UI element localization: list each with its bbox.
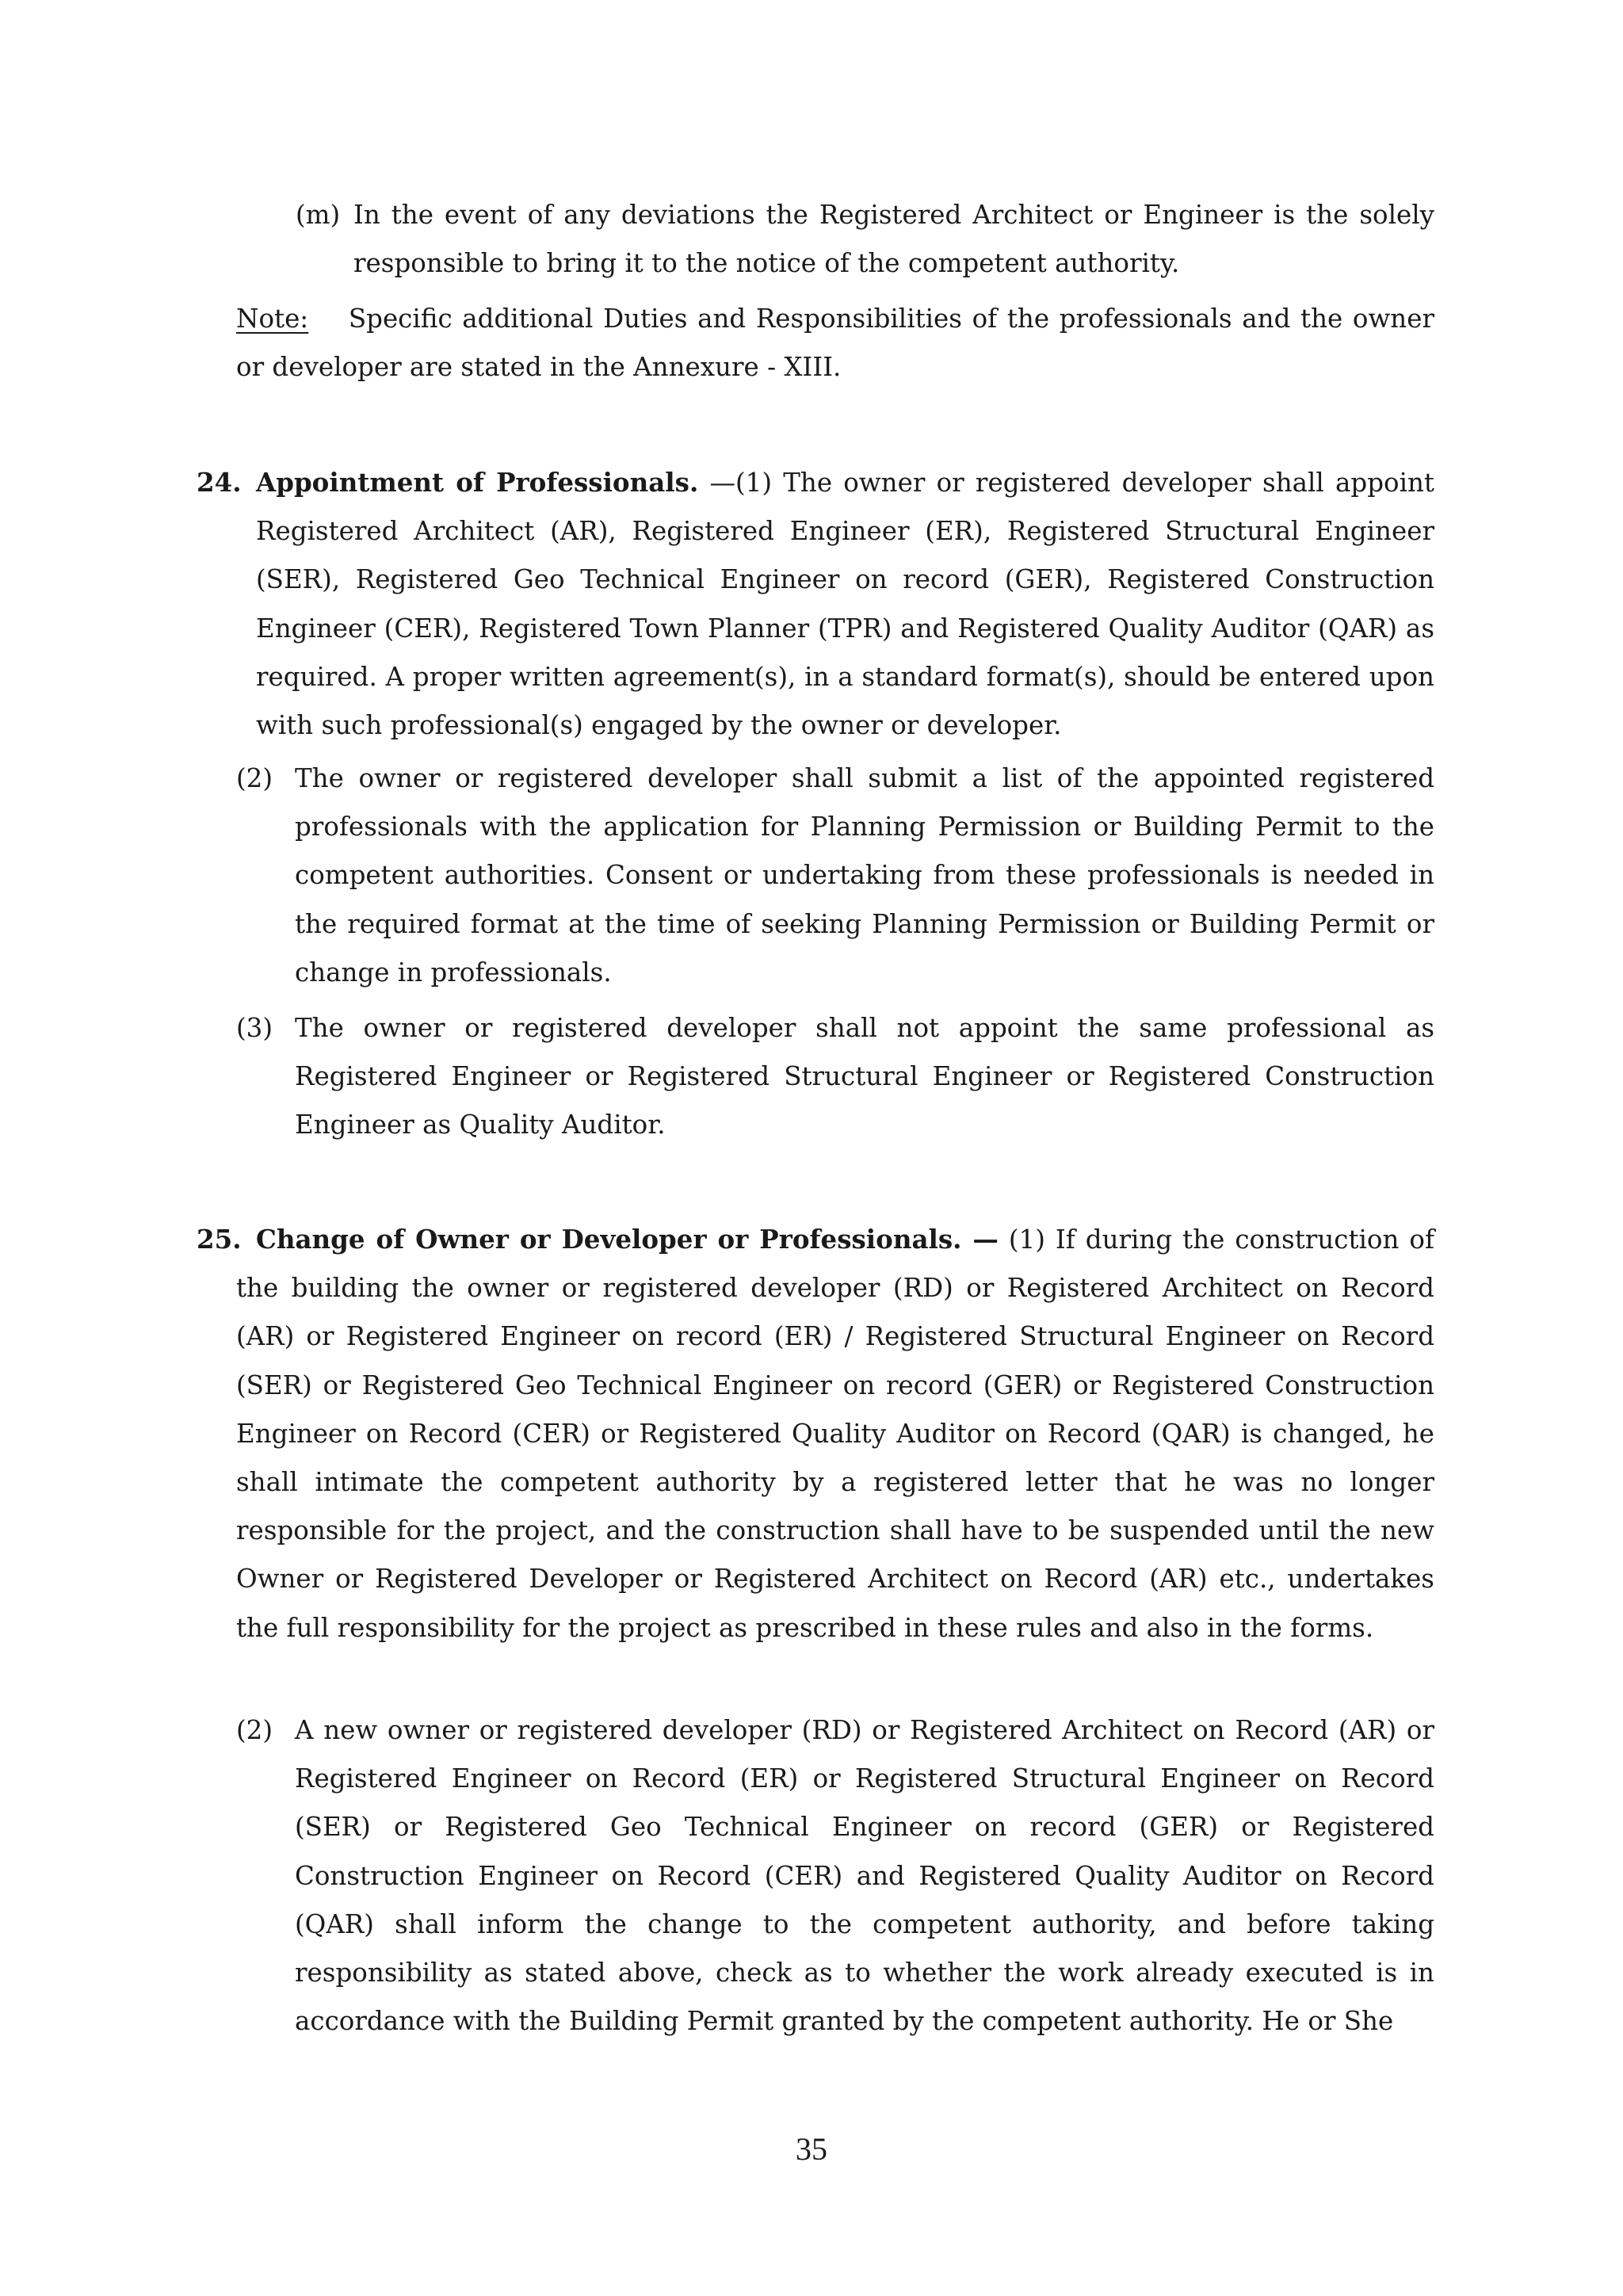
item-m-label: (m)	[296, 200, 341, 230]
section-25-heading: Change of Owner or Developer or Professionals. —	[256, 1224, 999, 1255]
section-24-clause-2	[295, 755, 1434, 997]
item-m-text	[353, 191, 1434, 288]
item-m-body: In the event of any deviations the Registered Architect or Engineer is the solely responsible to bring it to the notice of the competent authority.	[353, 200, 1434, 279]
note-paragraph	[236, 295, 1434, 392]
section-24-clause-2-text: The owner or registered developer shall submit a list of the appointed registered professionals with the application for Planning Permission or Building Permit to the competent authorities. Consent or undertaking from these professionals is needed in the required format at the time of seeking Planning Permission or Building Permit or change in professionals.	[295, 763, 1434, 988]
section-24-clause-1-text: —(1) The owner or registered developer shall appoint Registered Architect (AR), Registered Engineer (ER), Registered Structural Engineer (SER), Registered Geo Technical Engineer on record (GER), Registered Construction Engineer (CER), Registered Town Planner (TPR) and Registered Quality Auditor (QAR) as required. A proper written agreement(s), in a standard format(s), should be entered upon with such professional(s) engaged by the owner or developer.	[256, 468, 1434, 741]
section-25-clause-2-text: A new owner or registered developer (RD) or Registered Architect on Record (AR) or Registered Engineer on Record (ER) or Registered Structural Engineer on Record (SER) or Registered Geo Technical Engineer on record (GER) or Registered Construction Engineer on Record (CER) and Registered Quality Auditor on Record (QAR) shall inform the change to the competent authority, and before taking responsibility as stated above, check as to whether the work already executed is in accordance with the Building Permit granted by the competent authority. He or She	[295, 1715, 1434, 2037]
section-24-clause-3-text: The owner or registered developer shall not appoint the same professional as Registered Engineer or Registered Structural Engineer or Registered Construction Engineer as Quality Auditor.	[295, 1013, 1434, 1140]
note-text: Specific additional Duties and Responsibilities of the professionals and the owner or developer are stated in the Annexure - XIII.	[236, 304, 1434, 383]
section-25-clause-1	[236, 1215, 1434, 1652]
section-25-clause-1-text: (1) If during the construction of the building the owner or registered developer (RD) or Registered Architect on Record (AR) or Registered Engineer on record (ER) / Registered Structural Engineer on Record (SER) or Registered Geo Technical Engineer on record (GER) or Registered Construction Engineer on Record (CER) or Registered Quality Auditor on Record (QAR) is changed, he shall intimate the competent authority by a registered letter that he was no longer responsible for the project, and the construction shall have to be suspended until the new Owner or Registered Developer or Registered Architect on Record (AR) etc., undertakes the full responsibility for the project as prescribed in these rules and also in the forms.	[236, 1224, 1434, 1643]
page-number: 35	[796, 2131, 827, 2167]
section-25-number: 25.	[197, 1224, 242, 1255]
section-24-clause-1	[256, 458, 1434, 750]
section-24-clause-2-label: (2)	[236, 763, 273, 793]
section-25-clause-2	[295, 1706, 1434, 2046]
note-label: Note:	[236, 304, 309, 334]
section-24-heading: Appointment of Professionals.	[256, 467, 699, 498]
section-25-clause-2-label: (2)	[236, 1715, 273, 1745]
section-24-clause-3	[295, 1004, 1434, 1150]
section-24-number: 24.	[197, 467, 242, 498]
section-24-clause-3-label: (3)	[236, 1013, 273, 1043]
